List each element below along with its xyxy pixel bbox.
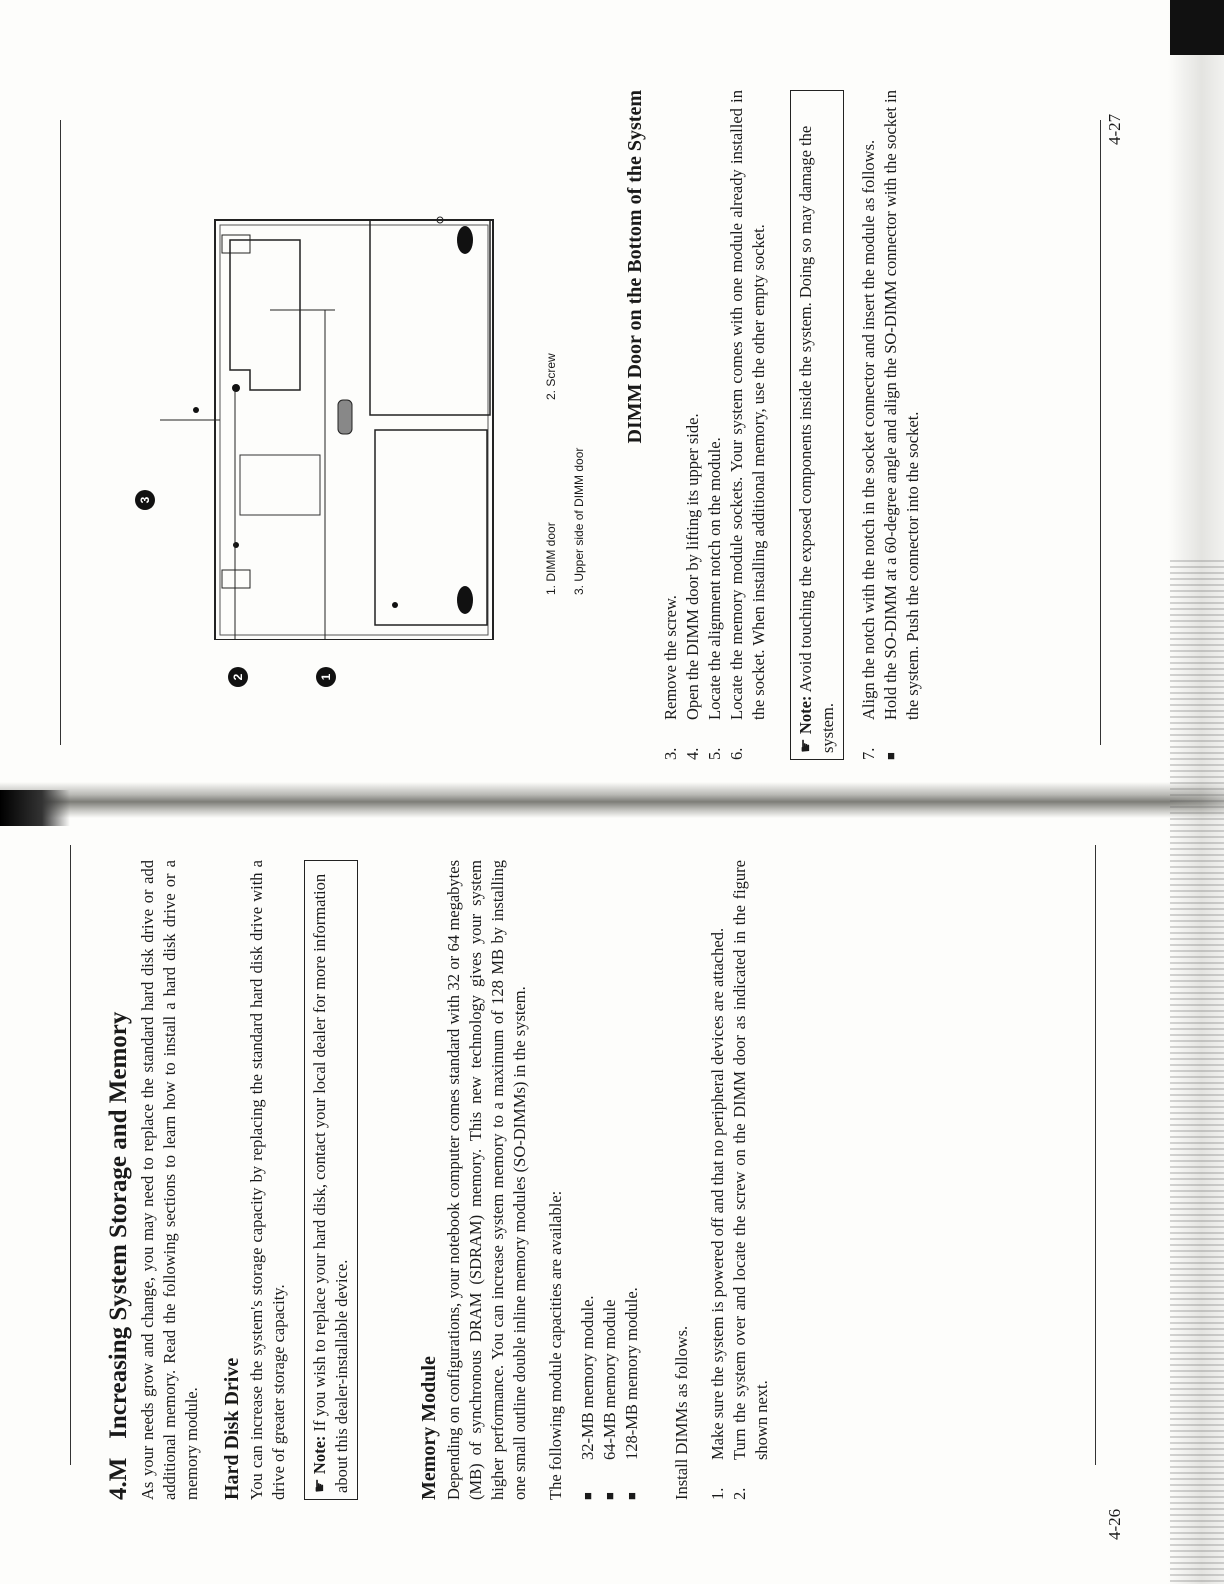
list-item: 7. Align the notch with the notch in the socket connector and insert the module as follows. [859,139,878,760]
list-item: 1. Make sure the system is powered off and that no peripheral devices are attached. [708,927,727,1500]
scan-corner-mark [1170,0,1224,55]
list-item: ■ 128-MB memory module. [621,860,643,1500]
figure-caption: DIMM Door on the Bottom of the System [624,90,646,444]
hdd-paragraph: You can increase the system's storage capacity by replacing the standard hard disk drive with a drive of greater storage capacity. [247,860,288,1500]
pointing-hand-icon: ☛ [310,1478,329,1493]
pointing-hand-icon: ☛ [796,738,815,753]
note-label: Note: [796,695,815,735]
bullet-square-icon: ■ [883,752,898,760]
list-item: 6. Locate the memory module sockets. Your system comes with one module already installed in the socket. When installing additional memory, use the other empty socket. [727,90,768,760]
capacities-intro: The following module capacities are available: [546,1190,565,1500]
section-heading [105,860,133,1500]
callout-marker-3: 3 [135,490,155,510]
removal-steps-list [660,90,770,760]
list-item: ■ Hold the SO-DIMM at a 60-degree angle and align the SO-DIMM connector with the socket in the system. Push the connector into the socket. [881,90,922,760]
install-steps-list [707,860,773,1500]
intro-paragraph: As your needs grow and change, you may need to replace the standard hard disk drive or add additional memory. Read the following sections to learn how to install a hard disk drive or a memory module. [138,860,201,1500]
install-intro: Install DIMMs as follows. [672,1325,691,1500]
dimm-door-figure [160,210,500,640]
memory-paragraph: Depending on configurations, your notebook computer comes standard with 32 or 64 megabytes (MB) of synchronous DRAM (SDRAM) memory. This new technology gives your system higher performance. You can increase system memory to a maximum of 128 MB by installing one small outline double inline memory modules (SO-DIMMs) in the system. [444,860,529,1500]
list-item: 5. Locate the alignment notch on the module. [705,437,724,760]
note-label: Note: [310,1435,329,1475]
legend-item-3: 3. Upper side of DIMM door [572,447,586,595]
callout-marker-2: 2 [228,667,248,687]
note-text: Avoid touching the exposed components inside the system. Doing so may damage the system. [796,125,837,753]
note-text: If you wish to replace your hard disk, contact your local dealer for more information about this dealer-installable device. [310,873,351,1493]
list-item: 3. Remove the screw. [661,595,680,760]
right-page-top-rule [60,120,61,745]
left-page-content [105,860,985,1500]
figure-caption-wrap [618,90,661,560]
install-steps-list-2 [858,90,924,760]
right-page-content [660,90,1050,760]
hdd-heading: Hard Disk Drive [221,1357,243,1500]
callout-marker-1: 1 [316,667,336,687]
list-item: ■ 64-MB memory module [599,860,621,1500]
list-item: 2. Turn the system over and locate the screw on the DIMM door as indicated in the figure shown next. [730,860,771,1500]
left-page-top-rule [70,845,71,1465]
components-note-box [790,90,844,760]
hdd-note-box [304,860,358,1500]
right-page-bottom-rule [1100,120,1101,745]
legend-item-1: 1. DIMM door [544,522,558,595]
section-title: Increasing System Storage and Memory [105,1011,132,1439]
binding-gutter-shadow [0,782,1224,818]
notebook-bottom-drawing [160,210,500,640]
legend-item-2: 2. Screw [544,353,558,400]
page-number-right: 4-27 [1105,113,1124,145]
section-number: 4.M [105,1457,132,1500]
list-item: ■ 32-MB memory module. [577,860,599,1500]
left-page-bottom-rule [1095,845,1096,1465]
page-number-left: 4-26 [1105,1508,1124,1540]
capacities-list [577,860,643,1500]
figure-legend [540,295,590,595]
list-item: 4. Open the DIMM door by lifting its upper side. [683,413,702,760]
scan-edge-noise [1170,560,1224,1584]
binding-gutter-dark-edge [0,790,70,826]
memory-heading: Memory Module [418,1356,440,1500]
